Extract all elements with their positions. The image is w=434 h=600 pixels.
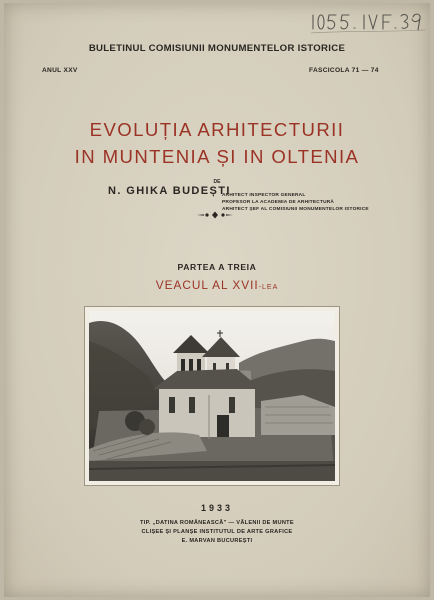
ornament-divider-icon	[195, 211, 235, 219]
book-title-line-1: EVOLUȚIA ARHITECTURII	[89, 119, 345, 140]
century-label	[4, 278, 430, 292]
author-credential: ARHITECT ȘEF AL COMISIUNII MONUMENTELOR ISTORICE	[222, 207, 369, 212]
imprint-line: TIP. „DATINA ROMÂNEASCĂ” — VĂLENII DE MUNTE	[140, 520, 294, 526]
monastery-photo-image	[89, 311, 335, 481]
monastery-photograph	[85, 307, 339, 485]
author-name: N. GHIKA BUDEȘTI	[108, 185, 231, 197]
book-cover	[4, 3, 430, 597]
century-suffix: -LEA	[258, 284, 279, 291]
series-title: BULETINUL COMISIUNII MONUMENTELOR ISTORICE	[88, 43, 346, 54]
imprint-line: CLIȘEE ȘI PLANȘE INSTITUTUL DE ARTE GRAFICE	[141, 529, 293, 535]
part-label: PARTEA A TREIA	[177, 262, 257, 272]
fascicle-label: FASCICOLA 71 — 74	[309, 67, 379, 74]
publication-year: 1933	[200, 503, 234, 513]
volume-label: ANUL XXV	[42, 67, 78, 74]
century-text: VEACUL AL XVII	[155, 278, 259, 292]
author-credential: PROFESOR LA ACADEMIA DE ARHITECTURĂ	[222, 200, 335, 205]
handwritten-catalog-mark	[309, 7, 427, 35]
author-credential: ARHITECT INSPECTOR GENERAL	[222, 193, 306, 198]
imprint-line: E. MARVAN BUCUREȘTI	[181, 538, 253, 544]
book-title-line-2: IN MUNTENIA ȘI IN OLTENIA	[74, 146, 360, 167]
by-label: DE	[213, 179, 221, 185]
